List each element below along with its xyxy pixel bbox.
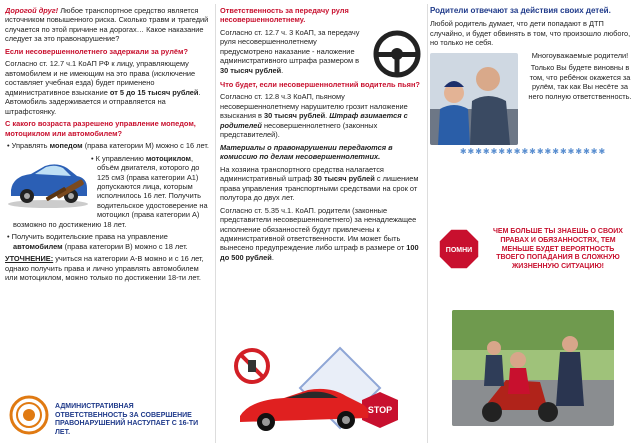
owner-fine-amount: 30 тысяч рублей: [313, 174, 375, 184]
parents-fine-text: Согласно ст. 5.35 ч.1. КоАП. родители (законные представители несовершеннолетнего) за ненадлежащее исполнение обязанностей будут привлечены к административной ответственности. Им может быть вынесено предупреждение либо штраф в размере от: [220, 205, 417, 253]
answer-drunk-dot: .: [325, 111, 328, 121]
answer-drunk-fine: 30 тысяч рублей: [264, 111, 326, 121]
parents-fine-paragraph: [220, 206, 424, 263]
dear-parents: Многоуважаемые родители!: [531, 50, 629, 60]
bullet-car-bold: автомобилем: [13, 241, 63, 251]
commission-note: Материалы о правонарушении передаются в комиссию по делам несовершеннолетних.: [220, 142, 393, 162]
bullet-moped: [5, 141, 213, 150]
bullet-moped-pre: • Управлять: [7, 141, 50, 151]
column-divider: [427, 4, 428, 443]
stars-divider: ✱✱✱✱✱✱✱✱✱✱✱✱✱✱✱✱✱✱✱: [459, 146, 607, 156]
stop-sign-word: ПОМНИ: [445, 247, 473, 254]
bullet-car: [5, 232, 213, 251]
police-scooter-photo: [452, 310, 614, 426]
column-divider: [215, 4, 216, 443]
column-right: [430, 0, 636, 447]
bullet-moped-post: (права категории М) можно с 16 лет.: [82, 141, 209, 151]
answer-drunk-text: Согласно ст. 12.8 ч.3 КоАП, пьяному несовершеннолетнему нарушителю грозит наложение взыскания в: [220, 92, 408, 121]
answer-drunk-parents: Штраф взимается с родителей: [220, 111, 408, 130]
bullet-car-pre: • Получить водительские права на управление: [7, 232, 168, 242]
stop-sign-icon: [438, 228, 480, 270]
bullet-car-post: (права категории В) можно с 18 лет.: [62, 241, 188, 251]
question-driving-heading: Если несовершеннолетнего задержали за рулём?: [5, 46, 188, 56]
answer-driving-tail: . Автомобиль задерживается и отправляется на штрафстоянку.: [5, 87, 201, 116]
question-age-heading: С какого возраста разрешено управление мопедом, мотоциклом или автомобилем?: [5, 119, 196, 138]
clarification-label: УТОЧНЕНИЕ:: [5, 254, 54, 264]
answer-drunk: [220, 92, 424, 139]
answer-handover-tail: .: [281, 65, 284, 75]
bullet-motorcycle-post: , объём двигателя, которого до 125 см3 (права категории А1) допускаются лица, которым исполнилось 16 лет. Получить водительское удостоверение на мотоцикл (права категории А) возможно по достижению 18 лет.: [13, 153, 208, 229]
red-car-illustration: [230, 342, 410, 440]
owner-fine-tail: с лишением права управления транспортными средствами на срок от полутора до двух лет.: [220, 174, 419, 203]
father-son-photo: [430, 53, 518, 145]
parents-fine-amount: 100 до 500 рублей: [220, 243, 419, 262]
clarification-text: учиться на категории А-В можно и с 16 лет, однако получить права и лично управлять автомобилем или мотоциклом, можно только по достижении 18-ти лет.: [5, 254, 204, 283]
parents-fine-tail: .: [271, 252, 274, 262]
intro-text: Любое транспортное средство является источником повышенного риска. Сколько травм и трагедий случается по этой причине на дорогах… Какое наказание следует за это правонарушение?: [5, 6, 209, 44]
answer-handover-text: Согласно ст. 12.7 ч. 3 КоАП, за передачу руля несовершеннолетнему предусмотрено наказание - наложение административного штрафа размером в: [220, 27, 360, 66]
column-left: [5, 0, 213, 447]
bullet-motorcycle-bold: мотоциклом: [145, 153, 192, 163]
answer-driving: [5, 59, 213, 116]
intro-paragraph: [5, 6, 213, 44]
answer-driving-fine: от 5 до 15 тысяч рублей: [109, 87, 199, 97]
parents-intro: Любой родитель думает, что дети попадают в ДТП случайно, и будет обвинять в том, что произошло любого, но только не себя.: [430, 19, 631, 48]
answer-handover-fine: 30 тысяч рублей: [220, 65, 282, 75]
answer-drunk-tail: несовершеннолетнего (законных представителей).: [220, 120, 378, 140]
question-drunk-heading: Что будет, если несовершеннолетний водитель пьян?: [220, 79, 420, 89]
owner-fine-text: На хозяина транспортного средства налагается административный штраф: [220, 164, 384, 184]
answer-driving-text: Согласно ст. 12.7 ч.1 КоАП РФ к лицу, управляющему автомобилем и не имеющим на это права (исключение составляет учебная езда) будет применено административное взыскание: [5, 59, 196, 97]
bullet-motorcycle-pre: • К управлению: [91, 153, 146, 163]
column-middle: [220, 0, 424, 447]
remember-message: ЧЕМ БОЛЬШЕ ТЫ ЗНАЕШЬ О СВОИХ ПРАВАХ И ОБЯЗАННОСТЯХ, ТЕМ МЕНЬШЕ БУДЕТ ВЕРОЯТНОСТЬ ТВОЕГО ПОПАДАНИЯ В СЛОЖНУЮ ЖИЗНЕННУЮ СИТУАЦИЮ!: [493, 228, 623, 270]
question-handover-heading: Ответственность за передачу руля несовершеннолетнему.: [220, 6, 349, 25]
steering-wheel-icon: [370, 30, 424, 78]
car-gavel-illustration: [5, 156, 91, 210]
age-liability-note: АДМИНИСТРАТИВНАЯ ОТВЕТСТВЕННОСТЬ ЗА СОВЕРШЕНИЕ ПРАВОНАРУШЕНИЙ НАСТУПАЕТ С 16-ТИ ЛЕТ.: [55, 403, 199, 436]
intro-greeting: Дорогой друг!: [5, 6, 59, 15]
parents-heading: Родители отвечают за действия своих детей.: [430, 6, 611, 15]
bullet-moped-bold: мопедом: [49, 141, 83, 151]
parents-responsibility: Только Вы будете виновны в том, что ребёнок окажется за рулём, так как Вы несёте за него полную ответственность.: [528, 63, 632, 101]
stop-sign-label: STOP: [367, 405, 393, 415]
clarification: [5, 254, 213, 282]
warning-sign-icon: [9, 395, 49, 435]
owner-fine-paragraph: [220, 165, 424, 203]
